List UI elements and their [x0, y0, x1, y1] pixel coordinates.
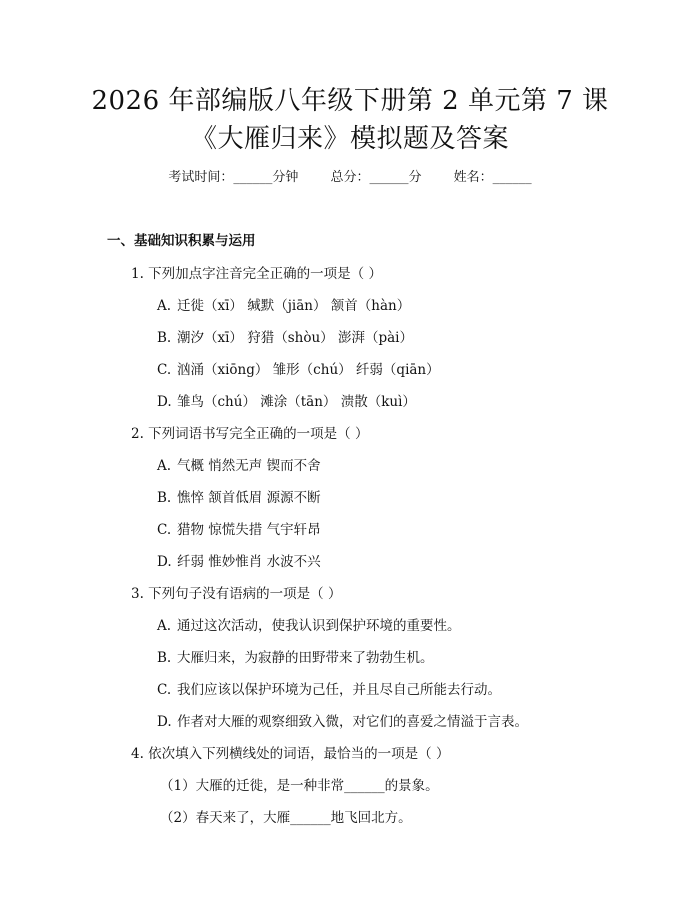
- exam-meta: [0, 168, 700, 188]
- option-d: [157, 550, 321, 570]
- option-text: 通过这次活动，使我认识到保护环境的重要性。: [177, 618, 461, 634]
- option-b: [157, 326, 413, 346]
- option-label: D.: [157, 714, 172, 730]
- option-label: D.: [157, 394, 172, 410]
- option-d: [157, 390, 416, 410]
- option-text: 雏鸟（chú） 滩涂（tān） 溃散（kuì）: [177, 394, 416, 410]
- option-label: A.: [157, 298, 172, 314]
- option-label: B.: [157, 650, 172, 666]
- section-heading: 一、基础知识积累与运用: [107, 233, 256, 249]
- option-text: 憔悴 颔首低眉 源源不断: [177, 490, 321, 506]
- option-text: 气概 悄然无声 锲而不舍: [177, 458, 321, 474]
- option-c: [157, 518, 321, 538]
- exam-time: 考试时间：______分钟: [168, 170, 299, 185]
- option-b: [157, 486, 321, 506]
- fill-blank-item: （1）大雁的迁徙，是一种非常______的景象。: [160, 778, 439, 794]
- option-label: A.: [157, 458, 172, 474]
- option-label: C.: [157, 362, 172, 378]
- option-a: [157, 294, 410, 314]
- option-a: [157, 614, 461, 634]
- question-stem: 1. 下列加点字注音完全正确的一项是（ ）: [131, 266, 382, 282]
- option-text: 大雁归来，为寂静的田野带来了勃勃生机。: [177, 650, 434, 666]
- question-stem: 3. 下列句子没有语病的一项是（ ）: [131, 586, 342, 602]
- option-c: [157, 358, 440, 378]
- option-text: 迁徙（xī） 缄默（jiān） 颔首（hàn）: [177, 298, 411, 314]
- option-label: D.: [157, 554, 172, 570]
- option-a: [157, 454, 321, 474]
- question-stem: 4. 依次填入下列横线处的词语，最恰当的一项是（ ）: [131, 746, 450, 762]
- fill-blank-item: （2）春天来了，大雁______地飞回北方。: [160, 810, 412, 826]
- total-score: 总分：______分: [330, 170, 422, 185]
- option-text: 我们应该以保护环境为己任，并且尽自己所能去行动。: [177, 682, 501, 698]
- title-line-2: 《大雁归来》模拟题及答案: [190, 124, 509, 154]
- option-label: B.: [157, 490, 172, 506]
- option-label: A.: [157, 618, 172, 634]
- question-stem: 2. 下列词语书写完全正确的一项是（ ）: [131, 426, 369, 442]
- option-text: 汹涌（xiōng） 雏形（chú） 纤弱（qiān）: [177, 362, 440, 378]
- option-d: [157, 710, 528, 730]
- option-label: B.: [157, 330, 172, 346]
- option-c: [157, 678, 501, 698]
- student-name: 姓名：______: [453, 170, 532, 185]
- option-text: 猎物 惊慌失措 气宇轩昂: [177, 522, 321, 538]
- option-b: [157, 646, 434, 666]
- option-text: 潮汐（xī） 狩猎（shòu） 澎湃（pài）: [177, 330, 413, 346]
- option-text: 纤弱 惟妙惟肖 水波不兴: [177, 554, 321, 570]
- option-text: 作者对大雁的观察细致入微，对它们的喜爱之情溢于言表。: [177, 714, 528, 730]
- option-label: C.: [157, 682, 172, 698]
- option-label: C.: [157, 522, 172, 538]
- title-line-1: 2026 年部编版八年级下册第 2 单元第 7 课: [91, 86, 609, 116]
- document-title: [0, 82, 700, 158]
